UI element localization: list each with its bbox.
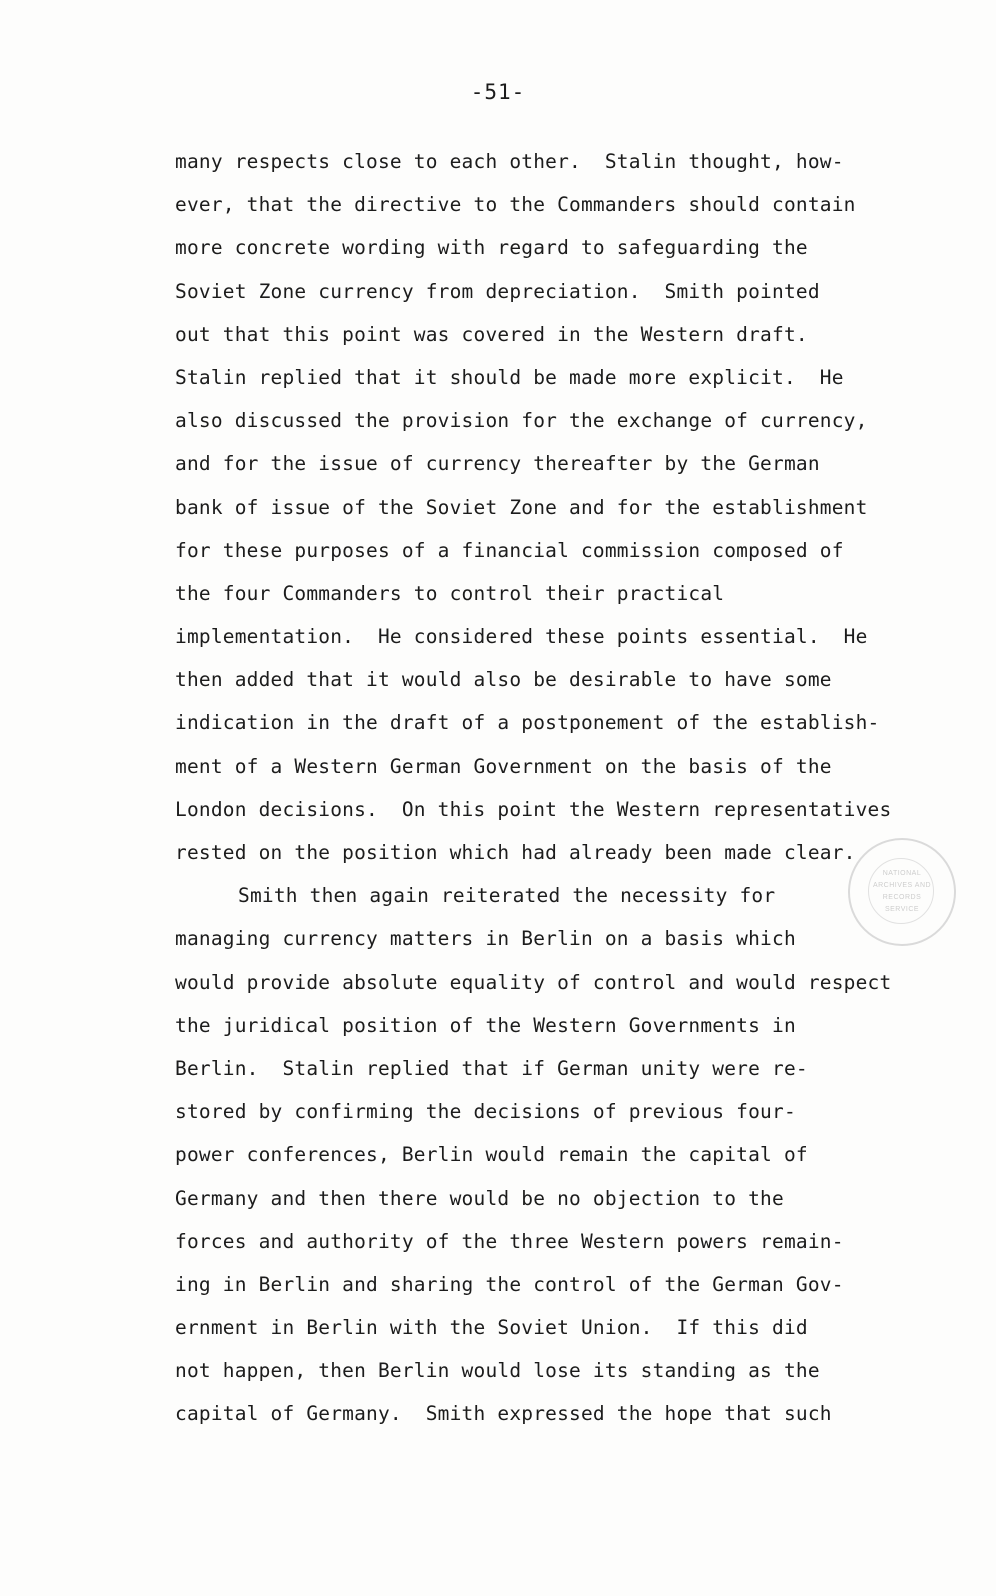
text-line: out that this point was covered in the Western draft. <box>175 322 808 346</box>
text-line: bank of issue of the Soviet Zone and for the establishment <box>175 495 868 519</box>
text-line: many respects close to each other. Stalin thought, how- <box>175 150 844 173</box>
stamp-text: ARCHIVES AND <box>872 882 932 889</box>
body-text <box>175 140 965 1436</box>
text-line: ment of a Western German Government on the basis of the <box>175 754 832 778</box>
text-line: more concrete wording with regard to safeguarding the <box>175 236 808 260</box>
text-line: London decisions. On this point the Western representatives <box>175 797 892 821</box>
text-line: Germany and then there would be no objection to the <box>175 1186 784 1210</box>
text-line: implementation. He considered these points essential. He <box>175 625 868 649</box>
text-line: the four Commanders to control their practical <box>175 581 725 605</box>
text-line: would provide absolute equality of control and would respect <box>175 970 892 994</box>
text-line: the juridical position of the Western Governments in <box>175 1013 796 1037</box>
page-number: -51- <box>470 80 526 104</box>
paragraph-first-line: Smith then again reiterated the necessity for <box>238 884 776 908</box>
text-line: ernment in Berlin with the Soviet Union. If this did <box>175 1316 808 1340</box>
text-line: stored by confirming the decisions of previous four- <box>175 1100 796 1124</box>
stamp-text: NATIONAL <box>882 870 922 877</box>
text-line: not happen, then Berlin would lose its standing as the <box>175 1359 820 1383</box>
stamp-inner-ring <box>868 858 934 924</box>
text-line: Berlin. Stalin replied that if German unity were re- <box>175 1056 808 1080</box>
text-line: ing in Berlin and sharing the control of the German Gov- <box>175 1272 844 1296</box>
text-line: and for the issue of currency thereafter by the German <box>175 452 820 476</box>
stamp-text: RECORDS <box>882 894 922 901</box>
text-line: for these purposes of a financial commission composed of <box>175 538 844 562</box>
text-line: rested on the position which had already been made clear. <box>175 841 856 864</box>
stamp-text: SERVICE <box>884 906 920 913</box>
text-line: Stalin replied that it should be made more explicit. He <box>175 365 844 389</box>
archive-stamp <box>848 838 956 946</box>
text-line: Soviet Zone currency from depreciation. Smith pointed <box>175 279 820 303</box>
text-line: power conferences, Berlin would remain the capital of <box>175 1143 808 1167</box>
text-line: capital of Germany. Smith expressed the hope that such <box>175 1402 832 1426</box>
text-line: managing currency matters in Berlin on a basis which <box>175 927 796 951</box>
text-line: also discussed the provision for the exchange of currency, <box>175 409 868 433</box>
text-line: ever, that the directive to the Commanders should contain <box>175 193 856 217</box>
text-line: indication in the draft of a postponement of the establish- <box>175 711 880 735</box>
text-line: then added that it would also be desirable to have some <box>175 668 832 692</box>
text-line: forces and authority of the three Western powers remain- <box>175 1229 844 1253</box>
